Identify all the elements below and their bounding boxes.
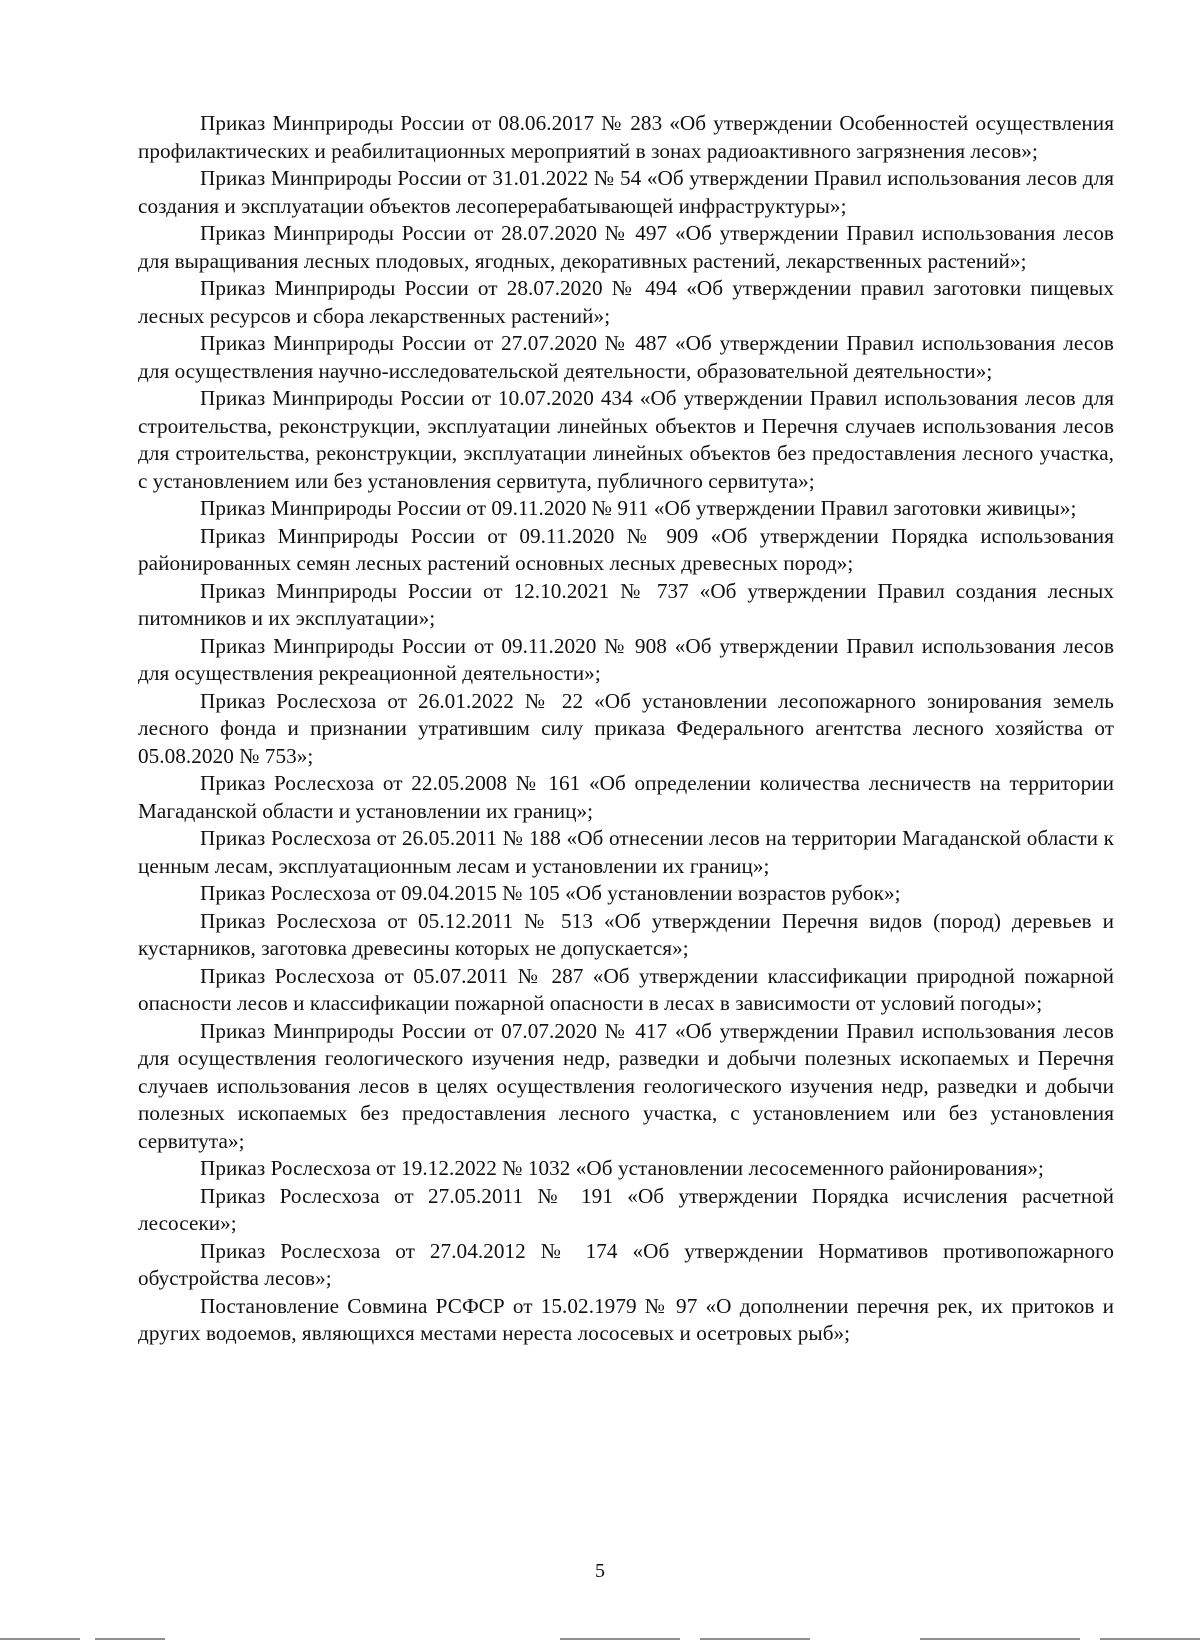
paragraph: Приказ Рослесхоза от 05.12.2011 № 513 «Об утверждении Перечня видов (пород) деревьев и кустарников, заготовка древесины которых не допускается»;: [138, 908, 1114, 960]
paragraph: Приказ Минприроды России от 07.07.2020 № 417 «Об утверждении Правил использования лесов для осуществления геологического изучения недр, разведки и добычи полезных ископаемых и Перечня случаев использования лесов в целях осуществления геологического изучения недр, разведки и добычи полезных ископаемых без предоставления лесного участка, с установлением или без установления сервитута»;: [138, 1018, 1114, 1153]
paragraph: Приказ Рослесхоза от 27.05.2011 № 191 «Об утверждении Порядка исчисления расчетной лесосеки»;: [138, 1183, 1114, 1235]
paragraph: Приказ Рослесхоза от 27.04.2012 № 174 «Об утверждении Нормативов противопожарного обустройства лесов»;: [138, 1238, 1114, 1290]
paragraph: Приказ Рослесхоза от 19.12.2022 № 1032 «Об установлении лесосеменного районирования»;: [200, 1156, 1044, 1180]
paragraph: Приказ Рослесхоза от 09.04.2015 № 105 «Об установлении возрастов рубок»;: [200, 881, 901, 905]
paragraph: Постановление Совмина РСФСР от 15.02.1979 № 97 «О дополнении перечня рек, их притоков и других водоемов, являющихся местами нереста лососевых и осетровых рыб»;: [138, 1293, 1114, 1345]
scan-line-segment: [95, 1638, 165, 1640]
scan-line-segment: [1100, 1638, 1200, 1640]
paragraph: Приказ Рослесхоза от 05.07.2011 № 287 «Об утверждении классификации природной пожарной опасности лесов и классификации пожарной опасности в лесах в зависимости от условий погоды»;: [138, 963, 1114, 1015]
paragraph: Приказ Минприроды России от 09.11.2020 № 911 «Об утверждении Правил заготовки живицы»;: [200, 496, 1077, 520]
paragraph: Приказ Минприроды России от 28.07.2020 № 494 «Об утверждении правил заготовки пищевых лесных ресурсов и сбора лекарственных растений»;: [138, 276, 1114, 328]
paragraph: Приказ Рослесхоза от 22.05.2008 № 161 «Об определении количества лесничеств на территории Магаданской области и установлении их границ»;: [138, 771, 1114, 823]
scan-line-segment: [0, 1638, 80, 1640]
document-body: [138, 110, 1114, 1348]
scan-line-segment: [700, 1638, 810, 1640]
paragraph: Приказ Рослесхоза от 26.05.2011 № 188 «Об отнесении лесов на территории Магаданской области к ценным лесам, эксплуатационным лесам и установлении их границ»;: [138, 826, 1114, 878]
paragraph: Приказ Минприроды России от 28.07.2020 № 497 «Об утверждении Правил использования лесов для выращивания лесных плодовых, ягодных, декоративных растений, лекарственных растений»;: [138, 221, 1114, 273]
scan-line-segment: [560, 1638, 680, 1640]
scan-edge-artifact: [0, 1637, 1200, 1641]
paragraph: Приказ Минприроды России от 09.11.2020 № 909 «Об утверждении Порядка использования районированных семян лесных растений основных лесных древесных пород»;: [138, 523, 1114, 575]
scan-line-segment: [920, 1638, 1080, 1640]
paragraph: Приказ Рослесхоза от 26.01.2022 № 22 «Об установлении лесопожарного зонирования земель лесного фонда и признании утратившим силу приказа Федерального агентства лесного хозяйства от 05.08.2020 № 753»;: [138, 688, 1114, 768]
paragraph: Приказ Минприроды России от 10.07.2020 434 «Об утверждении Правил использования лесов для строительства, реконструкции, эксплуатации линейных объектов и Перечня случаев использования лесов для строительства, реконструкции, эксплуатации линейных объектов без предоставления лесного участка, с установлением или без установления сервитута, публичного сервитута»;: [138, 386, 1114, 493]
paragraph: Приказ Минприроды России от 08.06.2017 № 283 «Об утверждении Особенностей осуществления профилактических и реабилитационных мероприятий в зонах радиоактивного загрязнения лесов»;: [138, 111, 1114, 163]
paragraph: Приказ Минприроды России от 31.01.2022 № 54 «Об утверждении Правил использования лесов для создания и эксплуатации объектов лесоперерабатывающей инфраструктуры»;: [138, 166, 1114, 218]
paragraph: Приказ Минприроды России от 27.07.2020 № 487 «Об утверждении Правил использования лесов для осуществления научно-исследовательской деятельности, образовательной деятельности»;: [138, 331, 1114, 383]
page-number: 5: [595, 1560, 605, 1582]
paragraph: Приказ Минприроды России от 12.10.2021 № 737 «Об утверждении Правил создания лесных питомников и их эксплуатации»;: [138, 578, 1114, 630]
paragraph: Приказ Минприроды России от 09.11.2020 № 908 «Об утверждении Правил использования лесов для осуществления рекреационной деятельности»;: [138, 633, 1114, 685]
